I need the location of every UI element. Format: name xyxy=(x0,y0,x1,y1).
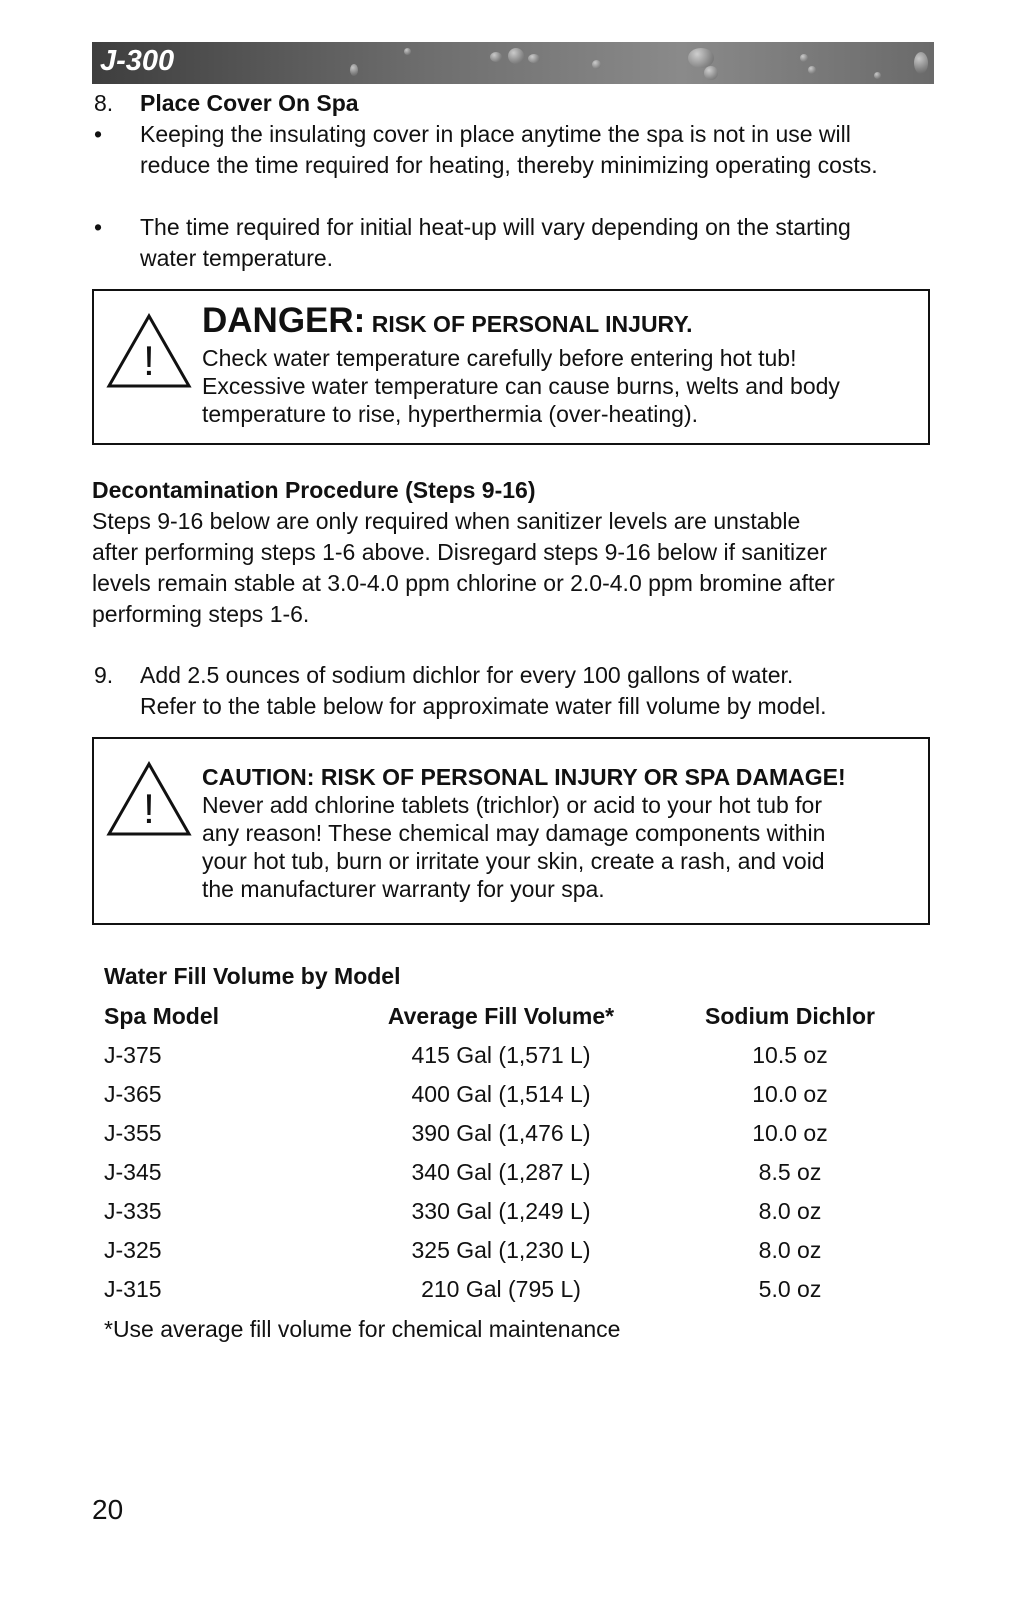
svg-text:!: ! xyxy=(143,337,155,384)
water-drop-decoration xyxy=(914,52,928,74)
spa-model-cell: J-345 xyxy=(104,1159,162,1185)
header-title: J-300 xyxy=(100,45,175,77)
step-title: Place Cover On Spa xyxy=(140,90,359,116)
bullet-symbol: • xyxy=(94,214,103,240)
spa-model-cell: J-335 xyxy=(104,1198,162,1224)
column-header: Average Fill Volume* xyxy=(387,1003,615,1029)
spa-model-cell: J-375 xyxy=(104,1042,162,1068)
water-drop-decoration xyxy=(350,64,358,76)
page-number: 20 xyxy=(92,1494,124,1525)
spa-model-cell: J-315 xyxy=(104,1276,162,1302)
danger-line: Check water temperature carefully before entering hot tub! xyxy=(202,345,797,371)
danger-line: Excessive water temperature can cause burns, welts and body xyxy=(202,373,840,399)
table-title: Water Fill Volume by Model xyxy=(104,963,401,989)
table-row xyxy=(104,1075,912,1114)
water-drop-decoration xyxy=(508,48,524,64)
table-row xyxy=(104,1231,912,1270)
table-footnote: *Use average fill volume for chemical maintenance xyxy=(104,1316,621,1342)
water-drop-decoration xyxy=(808,66,816,74)
bullet-text: Keeping the insulating cover in place anytime the spa is not in use will reduce the time required for heating, thereby minimizing operating costs. xyxy=(140,121,878,178)
spa-model-cell: J-355 xyxy=(104,1120,162,1146)
fill-volume-cell: 210 Gal (795 L) xyxy=(421,1276,581,1302)
dichlor-cell: 10.5 oz xyxy=(752,1042,828,1068)
header-bar xyxy=(92,42,934,84)
dichlor-cell: 10.0 oz xyxy=(752,1081,828,1107)
dichlor-cell: 8.0 oz xyxy=(758,1198,822,1224)
fill-volume-cell: 330 Gal (1,249 L) xyxy=(411,1198,591,1224)
step-number: 8. xyxy=(94,90,114,116)
step-number: 9. xyxy=(94,662,114,688)
dichlor-cell: 8.0 oz xyxy=(758,1237,822,1263)
fill-volume-cell: 415 Gal (1,571 L) xyxy=(411,1042,591,1068)
step-line: Add 2.5 ounces of sodium dichlor for every 100 gallons of water. xyxy=(140,662,794,688)
caution-label: CAUTION: RISK OF PERSONAL INJURY OR SPA DAMAGE! xyxy=(202,764,846,790)
danger-heading xyxy=(202,301,693,340)
dichlor-cell: 10.0 oz xyxy=(752,1120,828,1146)
water-drop-decoration xyxy=(528,54,540,63)
table-row xyxy=(104,1270,912,1309)
water-drop-decoration xyxy=(874,72,881,79)
caution-line: the manufacturer warranty for your spa. xyxy=(202,876,605,902)
spa-model-cell: J-365 xyxy=(104,1081,162,1107)
caution-line: Never add chlorine tablets (trichlor) or acid to your hot tub for xyxy=(202,792,823,818)
fill-volume-cell: 325 Gal (1,230 L) xyxy=(411,1237,591,1263)
step-line: Refer to the table below for approximate water fill volume by model. xyxy=(140,693,827,719)
svg-text:!: ! xyxy=(143,785,155,832)
water-drop-decoration xyxy=(404,48,411,55)
decon-heading: Decontamination Procedure (Steps 9-16) xyxy=(92,477,536,503)
danger-label: DANGER: xyxy=(202,301,366,340)
caution-box xyxy=(92,737,930,925)
decon-line: levels remain stable at 3.0-4.0 ppm chlorine or 2.0-4.0 ppm bromine after xyxy=(92,570,835,596)
caution-line: your hot tub, burn or irritate your skin, create a rash, and void xyxy=(202,848,825,874)
dichlor-cell: 8.5 oz xyxy=(758,1159,822,1185)
table-row xyxy=(104,1114,912,1153)
fill-volume-cell: 390 Gal (1,476 L) xyxy=(411,1120,591,1146)
danger-box xyxy=(92,289,930,445)
water-drop-decoration xyxy=(688,48,714,68)
table-row xyxy=(104,1036,912,1075)
decon-line: after performing steps 1-6 above. Disregard steps 9-16 below if sanitizer xyxy=(92,539,828,565)
spa-model-cell: J-325 xyxy=(104,1237,162,1263)
bullet-symbol: • xyxy=(94,121,103,147)
warning-triangle-icon xyxy=(106,761,192,837)
warning-triangle-icon xyxy=(106,313,192,389)
danger-sublabel: RISK OF PERSONAL INJURY. xyxy=(371,311,693,337)
dichlor-cell: 5.0 oz xyxy=(758,1276,822,1302)
decon-line: Steps 9-16 below are only required when sanitizer levels are unstable xyxy=(92,508,801,534)
table-row xyxy=(104,1192,912,1231)
column-header: Sodium Dichlor xyxy=(705,1003,875,1029)
fill-volume-cell: 340 Gal (1,287 L) xyxy=(411,1159,591,1185)
table-row xyxy=(104,1153,912,1192)
fill-volume-cell: 400 Gal (1,514 L) xyxy=(411,1081,591,1107)
column-header: Spa Model xyxy=(104,1003,220,1029)
caution-line: any reason! These chemical may damage components within xyxy=(202,820,826,846)
decon-line: performing steps 1-6. xyxy=(92,601,310,627)
water-drop-decoration xyxy=(704,66,718,80)
fill-volume-table xyxy=(104,997,912,1309)
water-drop-decoration xyxy=(490,52,502,62)
water-drop-decoration xyxy=(592,60,601,69)
bullet-text: The time required for initial heat-up will vary depending on the starting water temperature. xyxy=(140,214,851,271)
table-header-row xyxy=(104,997,912,1036)
danger-line: temperature to rise, hyperthermia (over-heating). xyxy=(202,401,698,427)
water-drop-decoration xyxy=(800,54,808,62)
